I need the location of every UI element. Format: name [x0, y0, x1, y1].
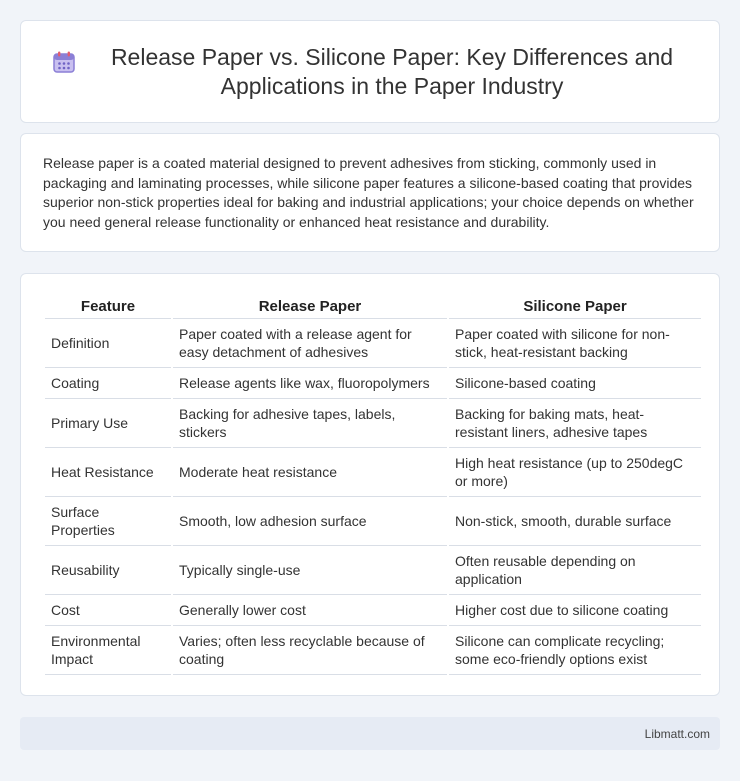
- row-silicone-paper: Non-stick, smooth, durable surface: [449, 497, 701, 546]
- intro-paragraph: Release paper is a coated material designed to prevent adhesives from sticking, commonly used in packaging and laminating processes, while silicone paper features a silicone-based coating that provides superior non-stick properties ideal for baking and industrial applications; your choice depends on whether you need general release functionality or enhanced heat resistance and durability.: [43, 155, 694, 230]
- comparison-table: [43, 294, 703, 675]
- table-row: [45, 497, 701, 546]
- table-row: [45, 319, 701, 368]
- footer-brand[interactable]: Libmatt.com: [644, 726, 710, 741]
- row-feature: Reusability: [45, 546, 171, 595]
- row-release-paper: Paper coated with a release agent for easy detachment of adhesives: [173, 319, 447, 368]
- row-release-paper: Moderate heat resistance: [173, 448, 447, 497]
- row-silicone-paper: Silicone-based coating: [449, 368, 701, 399]
- row-feature: Heat Resistance: [45, 448, 171, 497]
- title-wrap: [21, 43, 719, 101]
- table-row: [45, 368, 701, 399]
- footer: [20, 717, 720, 750]
- row-silicone-paper: Higher cost due to silicone coating: [449, 595, 701, 626]
- row-release-paper: Generally lower cost: [173, 595, 447, 626]
- row-release-paper: Varies; often less recyclable because of coating: [173, 626, 447, 675]
- table-header-row: [45, 294, 701, 319]
- row-release-paper: Typically single-use: [173, 546, 447, 595]
- row-feature: Coating: [45, 368, 171, 399]
- row-silicone-paper: Backing for baking mats, heat-resistant liners, adhesive tapes: [449, 399, 701, 448]
- table-row: [45, 595, 701, 626]
- row-release-paper: Smooth, low adhesion surface: [173, 497, 447, 546]
- row-silicone-paper: Silicone can complicate recycling; some eco-friendly options exist: [449, 626, 701, 675]
- row-silicone-paper: High heat resistance (up to 250degC or more): [449, 448, 701, 497]
- table-row: [45, 448, 701, 497]
- intro-card: [20, 133, 720, 252]
- row-release-paper: Backing for adhesive tapes, labels, stickers: [173, 399, 447, 448]
- comparison-card: [20, 273, 720, 696]
- row-feature: Primary Use: [45, 399, 171, 448]
- header-release-paper: Release Paper: [173, 294, 447, 319]
- title-card: [20, 20, 720, 123]
- row-release-paper: Release agents like wax, fluoropolymers: [173, 368, 447, 399]
- header-silicone-paper: Silicone Paper: [449, 294, 701, 319]
- calendar-icon: [51, 49, 77, 75]
- table-row: [45, 626, 701, 675]
- row-silicone-paper: Often reusable depending on application: [449, 546, 701, 595]
- row-feature: Environmental Impact: [45, 626, 171, 675]
- header-feature: Feature: [45, 294, 171, 319]
- page-title: Release Paper vs. Silicone Paper: Key Differences and Applications in the Paper Industry: [110, 43, 674, 99]
- row-feature: Surface Properties: [45, 497, 171, 546]
- table-row: [45, 546, 701, 595]
- row-feature: Definition: [45, 319, 171, 368]
- row-feature: Cost: [45, 595, 171, 626]
- row-silicone-paper: Paper coated with silicone for non-stick, heat-resistant backing: [449, 319, 701, 368]
- table-row: [45, 399, 701, 448]
